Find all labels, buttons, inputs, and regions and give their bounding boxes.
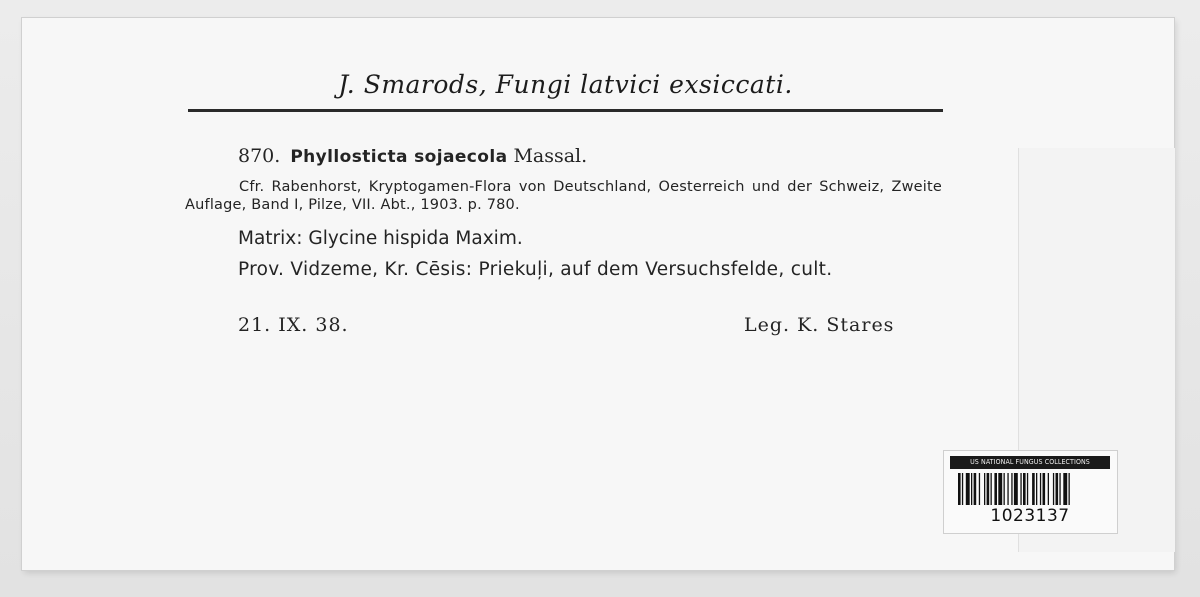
species-author: Massal. xyxy=(513,145,588,167)
host-matrix: Matrix: Glycine hispida Maxim. xyxy=(238,228,523,249)
barcode-header: US NATIONAL FUNGUS COLLECTIONS xyxy=(950,456,1110,469)
title-underline xyxy=(188,109,943,112)
collector: Leg. K. Stares xyxy=(744,314,895,336)
species-line xyxy=(238,145,587,167)
species-name: Phyllosticta sojaecola xyxy=(290,147,508,167)
locality: Prov. Vidzeme, Kr. Cēsis: Priekuļi, auf dem Versuchsfelde, cult. xyxy=(238,259,833,280)
literature-reference: Cfr. Rabenhorst, Kryptogamen-Flora von Deutschland, Oesterreich und der Schweiz, Zweite Auflage, Band I, Pilze, VII. Abt., 1903. p. 780. xyxy=(185,179,942,213)
label-title: J. Smarods, Fungi latvici exsiccati. xyxy=(338,70,793,99)
barcode-number: 1023137 xyxy=(990,506,1070,526)
barcode-sticker xyxy=(943,450,1118,534)
collection-date: 21. IX. 38. xyxy=(238,314,349,336)
barcode-icon xyxy=(958,473,1102,505)
specimen-number: 870. xyxy=(238,145,281,167)
